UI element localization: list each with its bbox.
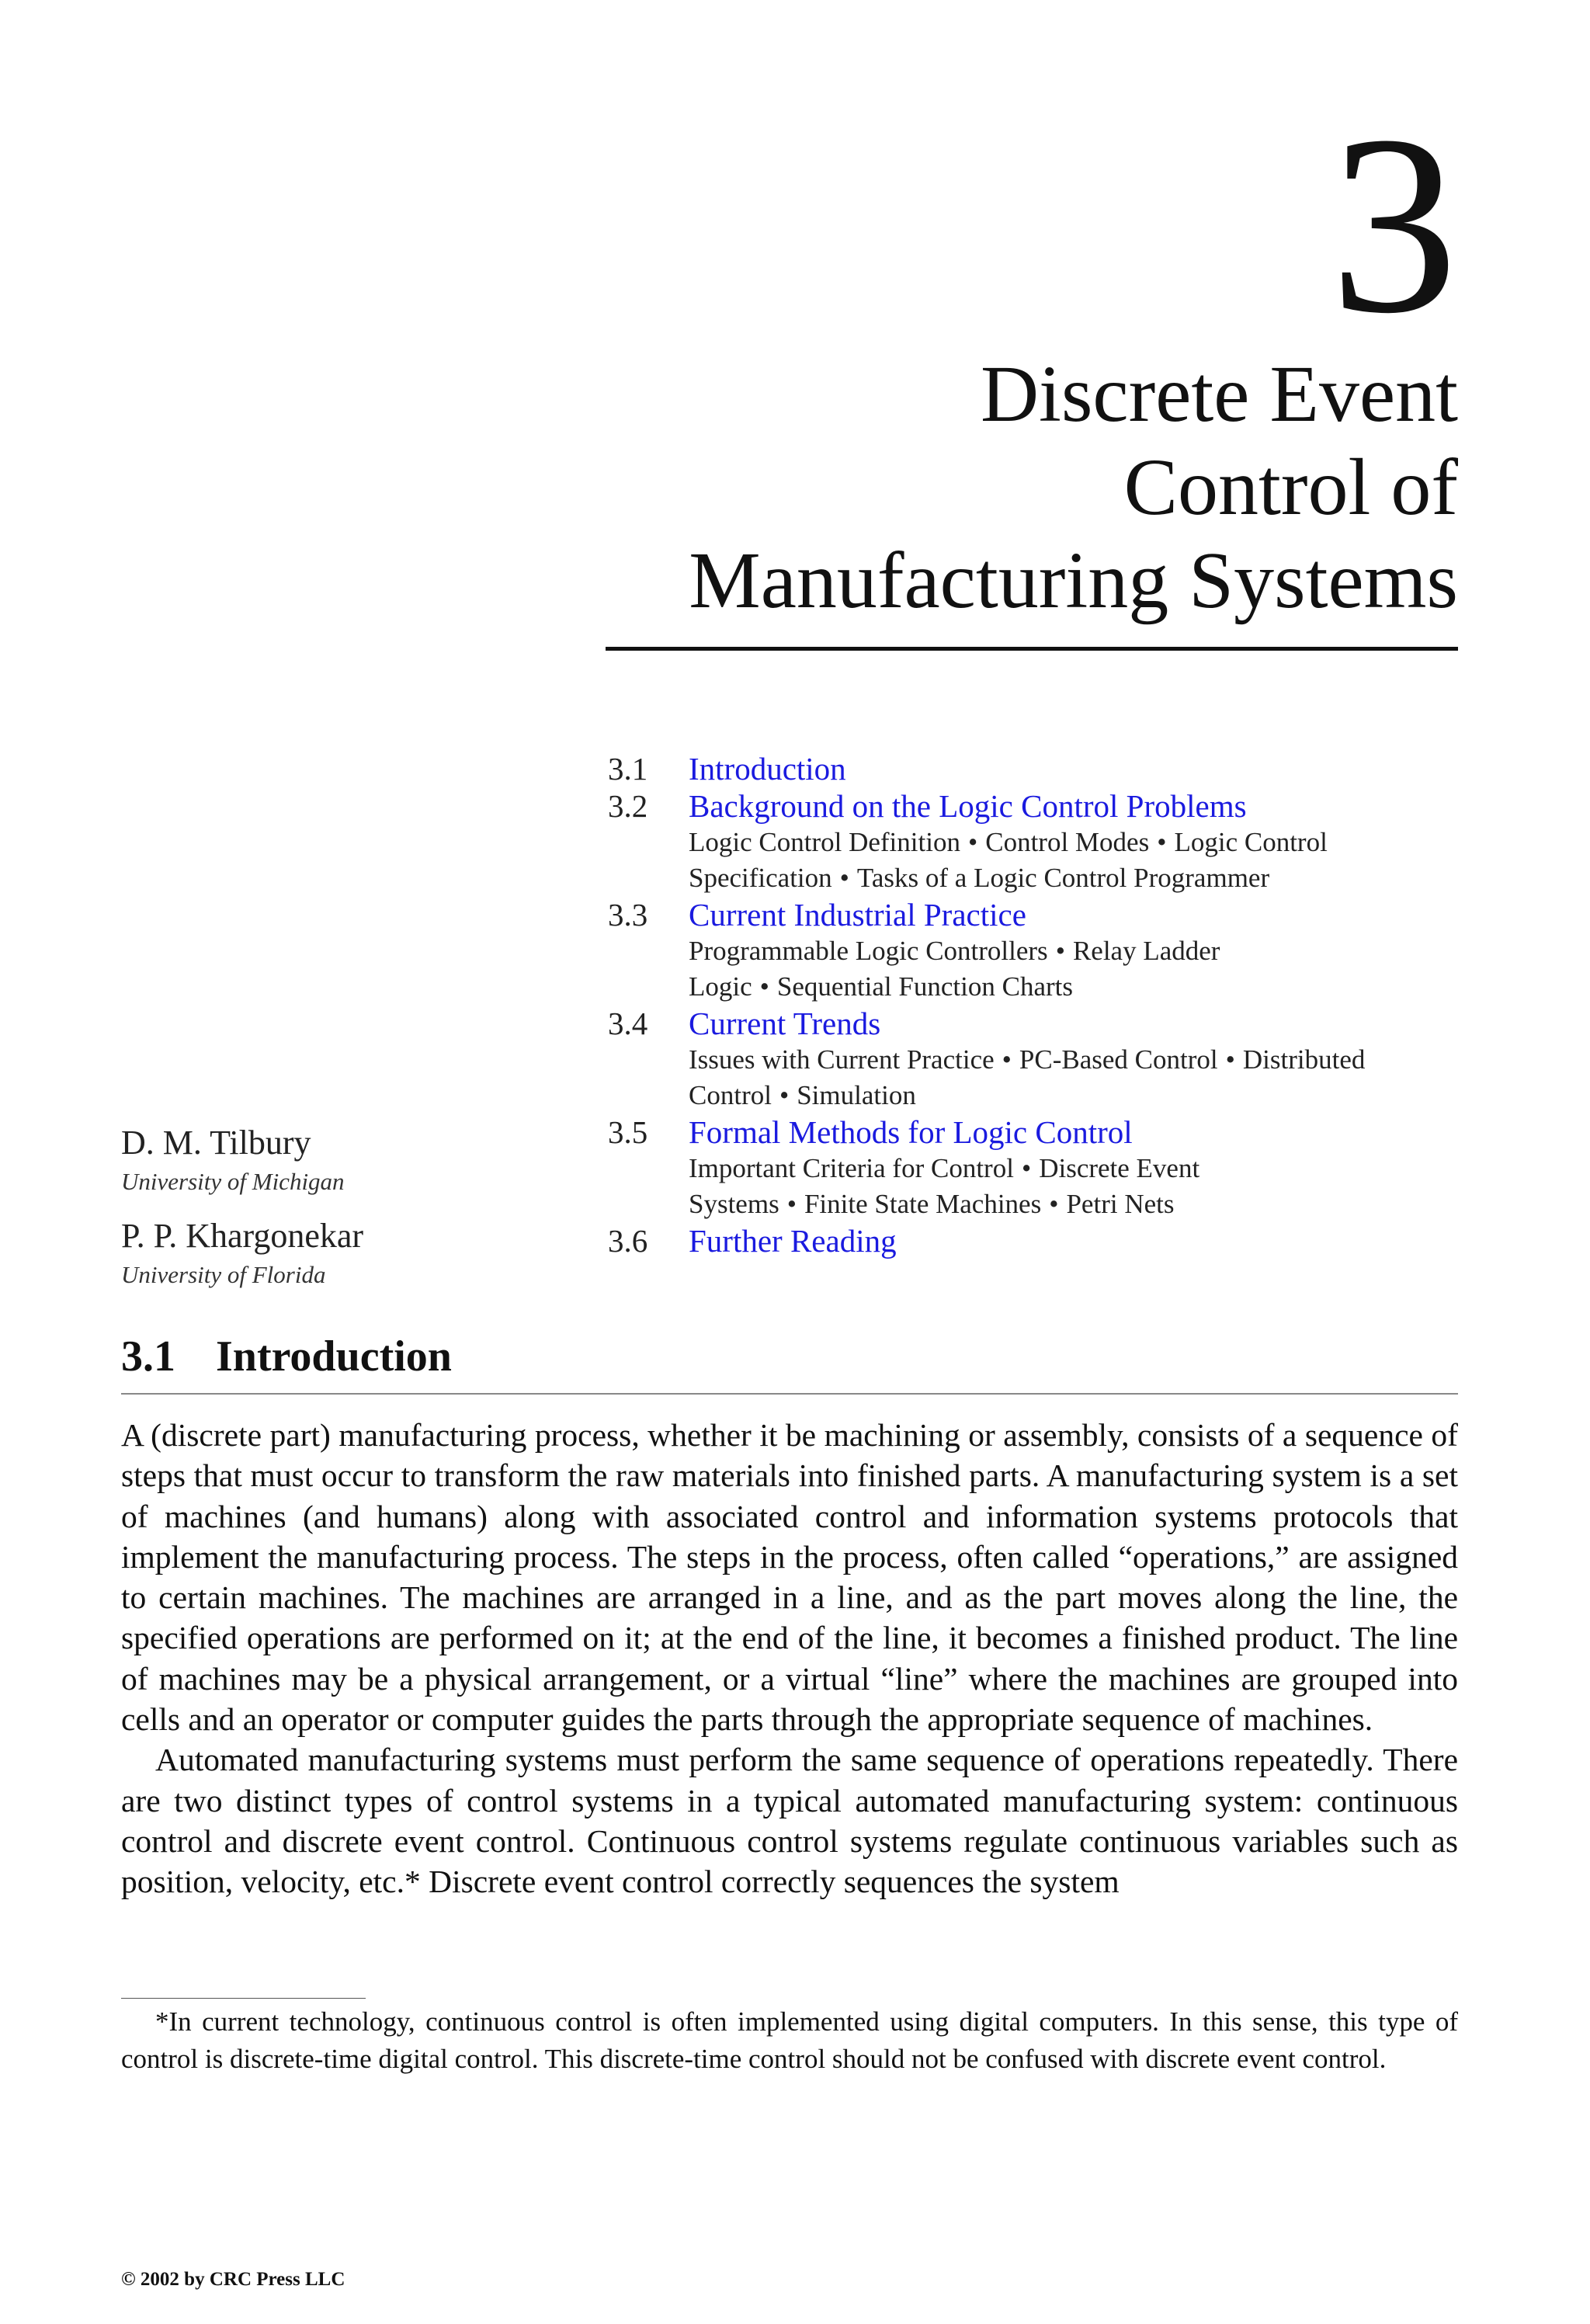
toc-entry — [608, 1222, 1462, 1259]
toc-link-current-industrial-practice[interactable]: Current Industrial Practice — [689, 897, 1026, 933]
toc-link-background[interactable]: Background on the Logic Control Problems — [689, 788, 1247, 824]
author-name: P. P. Khargonekar — [121, 1217, 364, 1255]
paragraph: A (discrete part) manufacturing process, whether it be machining or assembly, consists of a sequence of steps that must occur to transform the raw materials into finished parts. A manufacturing system is a set of machines (and humans) along with associated control and information systems protocols that implement the manufacturing process. The steps in the process, often called “operations,” are assigned to certain machines. The machines are arranged in a line, and as the part moves along the line, the specified operations are performed on it; at the end of the line, it becomes a finished product. The line of machines may be a physical arrangement, or a virtual “line” where the machines are grouped into cells and an operator or computer guides the parts through the appropriate sequence of machines. — [121, 1417, 1458, 1738]
toc-subtopic: PC-Based Control — [1019, 1044, 1218, 1075]
author-affiliation: University of Florida — [121, 1261, 326, 1288]
section-rule — [121, 1393, 1458, 1395]
author-name: D. M. Tilbury — [121, 1124, 311, 1162]
toc-link-further-reading[interactable]: Further Reading — [689, 1223, 897, 1259]
author-affiliation: University of Michigan — [121, 1168, 345, 1195]
toc-subtopics: Issues with Current Practice • PC-Based Control • Distributed Control • Simulation — [689, 1044, 1366, 1110]
toc-subtopic: Relay Ladder Logic — [689, 936, 1220, 1002]
title-rule — [606, 647, 1458, 651]
toc-subtopic: Control Modes — [985, 827, 1150, 857]
toc-number: 3.4 — [608, 1006, 648, 1041]
toc-subtopic: Discrete Event Systems — [689, 1153, 1200, 1219]
toc-link-current-trends[interactable]: Current Trends — [689, 1006, 881, 1041]
toc-number: 3.2 — [608, 788, 648, 824]
toc-subtopic: Sequential Function Charts — [776, 971, 1073, 1002]
section-title: Introduction — [216, 1332, 452, 1381]
toc-entry — [608, 1005, 1462, 1113]
toc-subtopic: Important Criteria for Control — [689, 1153, 1014, 1183]
chapter-title — [526, 348, 1458, 627]
footnote: *In current technology, continuous control is often implemented using digital computers. In this sense, this type of control is discrete-time digital control. This discrete-time control should not be confused with discrete event control. — [121, 2006, 1458, 2074]
body-text — [121, 1415, 1458, 1902]
paragraph: Automated manufacturing systems must perform the same sequence of operations repeatedly. There are two distinct types of control systems in a typical automated manufacturing system: continuous control and discrete event control. Continuous control systems regulate continuous variables such as position, velocity, etc.* Discrete event control correctly sequences the system — [121, 1742, 1458, 1900]
toc-link-introduction[interactable]: Introduction — [689, 751, 846, 787]
toc-subtopic: Logic Control Specification — [689, 827, 1328, 893]
toc-number: 3.1 — [608, 751, 648, 787]
toc-subtopic: Finite State Machines — [804, 1189, 1042, 1219]
toc-number: 3.3 — [608, 897, 648, 933]
toc-entry — [608, 787, 1462, 896]
toc-subtopics: Programmable Logic Controllers • Relay Ladder Logic • Sequential Function Charts — [689, 936, 1220, 1002]
footnote-rule — [121, 1998, 366, 1999]
table-of-contents — [608, 750, 1462, 1259]
toc-subtopics: Important Criteria for Control • Discrete Event Systems • Finite State Machines • Petri Nets — [689, 1153, 1200, 1219]
chapter-title-line: Control of — [1123, 443, 1458, 532]
toc-subtopic: Petri Nets — [1066, 1189, 1175, 1219]
chapter-number: 3 — [1330, 83, 1458, 366]
toc-subtopic: Distributed Control — [689, 1044, 1366, 1110]
toc-subtopic: Tasks of a Logic Control Programmer — [856, 863, 1270, 893]
copyright-notice: © 2002 by CRC Press LLC — [121, 2269, 345, 2290]
toc-entry — [608, 750, 1462, 787]
chapter-title-line: Discrete Event — [980, 349, 1458, 439]
toc-subtopic: Issues with Current Practice — [689, 1044, 995, 1075]
toc-subtopic: Logic Control Definition — [689, 827, 960, 857]
toc-subtopic: Simulation — [797, 1080, 916, 1110]
toc-subtopic: Programmable Logic Controllers — [689, 936, 1048, 966]
toc-number: 3.5 — [608, 1114, 648, 1150]
toc-entry — [608, 896, 1462, 1005]
toc-subtopics: Logic Control Definition • Control Modes • Logic Control Specification • Tasks of a Logic Control Programmer — [689, 827, 1328, 893]
toc-number: 3.6 — [608, 1223, 648, 1259]
section-heading — [121, 1329, 452, 1384]
toc-entry — [608, 1113, 1462, 1222]
chapter-title-line: Manufacturing Systems — [689, 536, 1458, 625]
author-block — [121, 1121, 363, 1308]
toc-link-formal-methods[interactable]: Formal Methods for Logic Control — [689, 1114, 1133, 1150]
section-number: 3.1 — [121, 1332, 175, 1381]
